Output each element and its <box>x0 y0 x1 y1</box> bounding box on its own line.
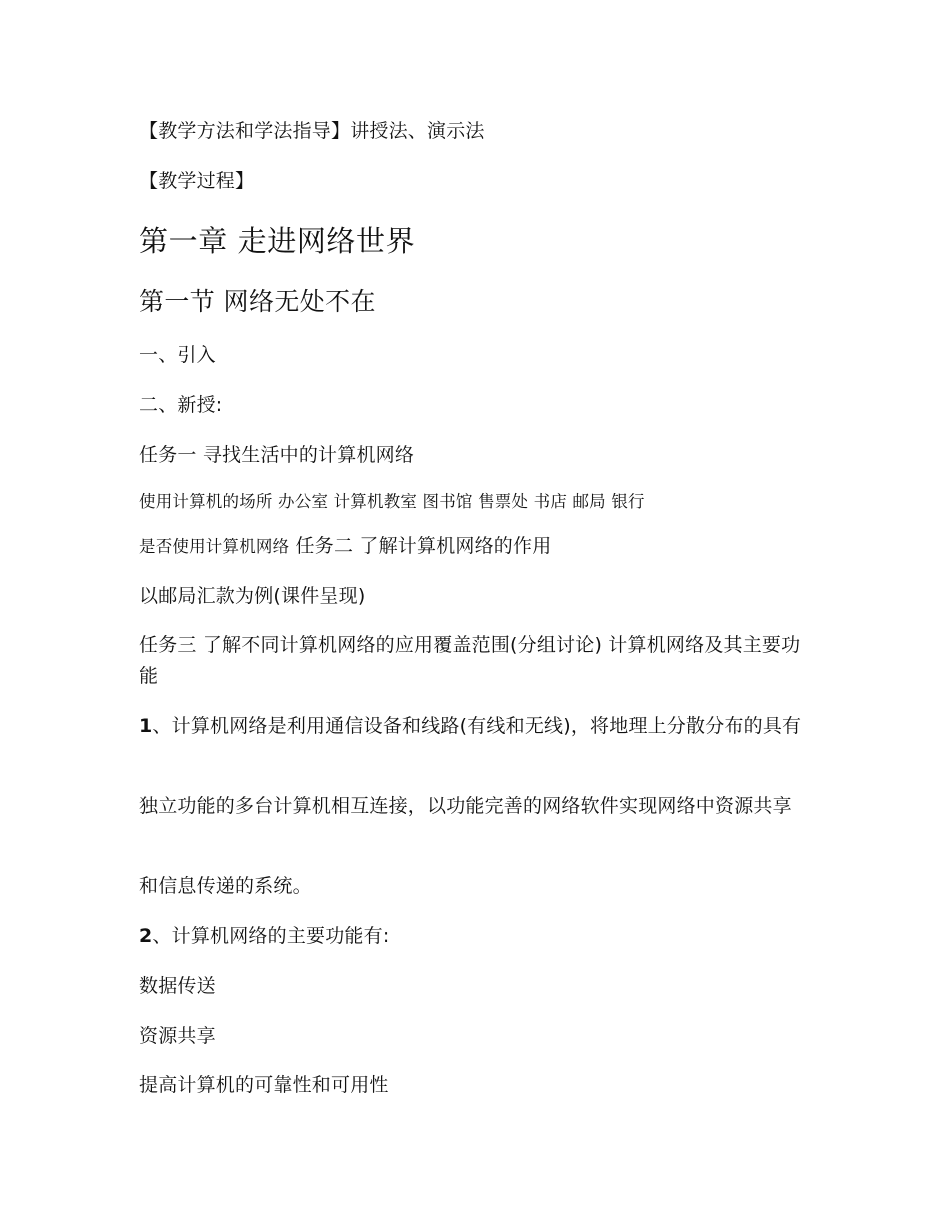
point-one-continuation-1: 独立功能的多台计算机相互连接，以功能完善的网络软件实现网络中资源共享 <box>139 795 792 817</box>
teaching-process-heading: 【教学过程】 <box>139 170 255 192</box>
function-resource-sharing: 资源共享 <box>139 1025 216 1047</box>
use-network-question: 是否使用计算机网络 <box>139 537 290 556</box>
task-two-heading: 任务二 了解计算机网络的作用 <box>289 535 552 557</box>
teaching-method-line: 【教学方法和学法指导】讲授法、演示法 <box>139 120 485 142</box>
task-one-heading: 任务一 寻找生活中的计算机网络 <box>139 444 415 466</box>
section-title: 第一节 网络无处不在 <box>139 287 376 316</box>
network-use-question-line <box>139 532 551 561</box>
point-one-text: 、计算机网络是利用通信设备和线路(有线和无线)，将地理上分散分布的具有 <box>152 715 802 737</box>
post-office-example: 以邮局汇款为例(课件呈现) <box>139 585 366 607</box>
part-two-new-lesson: 二、新授: <box>139 394 223 416</box>
function-reliability: 提高计算机的可靠性和可用性 <box>139 1074 389 1096</box>
point-two-text: 、计算机网络的主要功能有: <box>152 925 390 947</box>
point-two-line <box>139 922 389 950</box>
point-two-number: 2 <box>139 925 153 947</box>
task-three-paragraph: 任务三 了解不同计算机网络的应用覆盖范围(分组讨论) 计算机网络及其主要功能 <box>139 634 801 687</box>
chapter-title: 第一章 走进网络世界 <box>139 224 416 258</box>
computer-use-places: 使用计算机的场所 办公室 计算机教室 图书馆 售票处 书店 邮局 银行 <box>139 492 645 511</box>
part-one-intro: 一、引入 <box>139 344 216 366</box>
function-data-transfer: 数据传送 <box>139 975 216 997</box>
point-one-continuation-2: 和信息传递的系统。 <box>139 875 312 897</box>
point-one-number: 1 <box>139 715 153 737</box>
point-one-paragraph <box>139 711 819 742</box>
